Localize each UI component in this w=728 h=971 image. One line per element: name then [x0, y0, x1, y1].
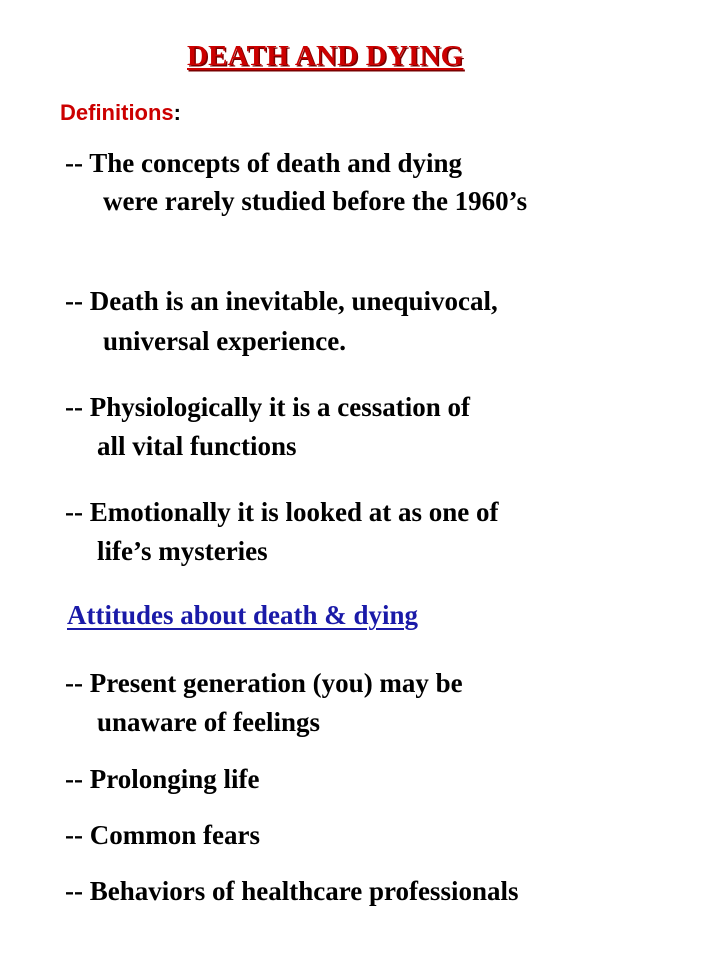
- attitude-bullet-1-line-1: -- Present generation (you) may be: [65, 668, 463, 698]
- attitudes-heading: Attitudes about death & dying: [67, 600, 419, 630]
- definition-bullet-1-line-1: -- The concepts of death and dying: [65, 148, 463, 178]
- definitions-heading: [60, 100, 181, 126]
- definition-bullet-2-line-1: -- Death is an inevitable, unequivocal,: [65, 286, 498, 316]
- definition-bullet-3-line-2: all vital functions: [97, 431, 297, 461]
- definitions-colon: :: [173, 100, 181, 125]
- attitude-bullet-1-line-2: unaware of feelings: [97, 707, 320, 737]
- definition-bullet-1-line-2: were rarely studied before the 1960’s: [103, 186, 528, 216]
- page-title: DEATH AND DYING: [187, 40, 464, 72]
- definition-bullet-4-line-2: life’s mysteries: [97, 536, 268, 566]
- definitions-label: Definitions: [60, 100, 174, 125]
- definition-bullet-2-line-2: universal experience.: [103, 326, 346, 356]
- definition-bullet-3-line-1: -- Physiologically it is a cessation of: [65, 392, 470, 422]
- attitude-bullet-2: -- Prolonging life: [65, 764, 260, 794]
- attitude-bullet-4: -- Behaviors of healthcare professionals: [65, 876, 519, 906]
- definition-bullet-4-line-1: -- Emotionally it is looked at as one of: [65, 497, 499, 527]
- attitude-bullet-3: -- Common fears: [65, 820, 260, 850]
